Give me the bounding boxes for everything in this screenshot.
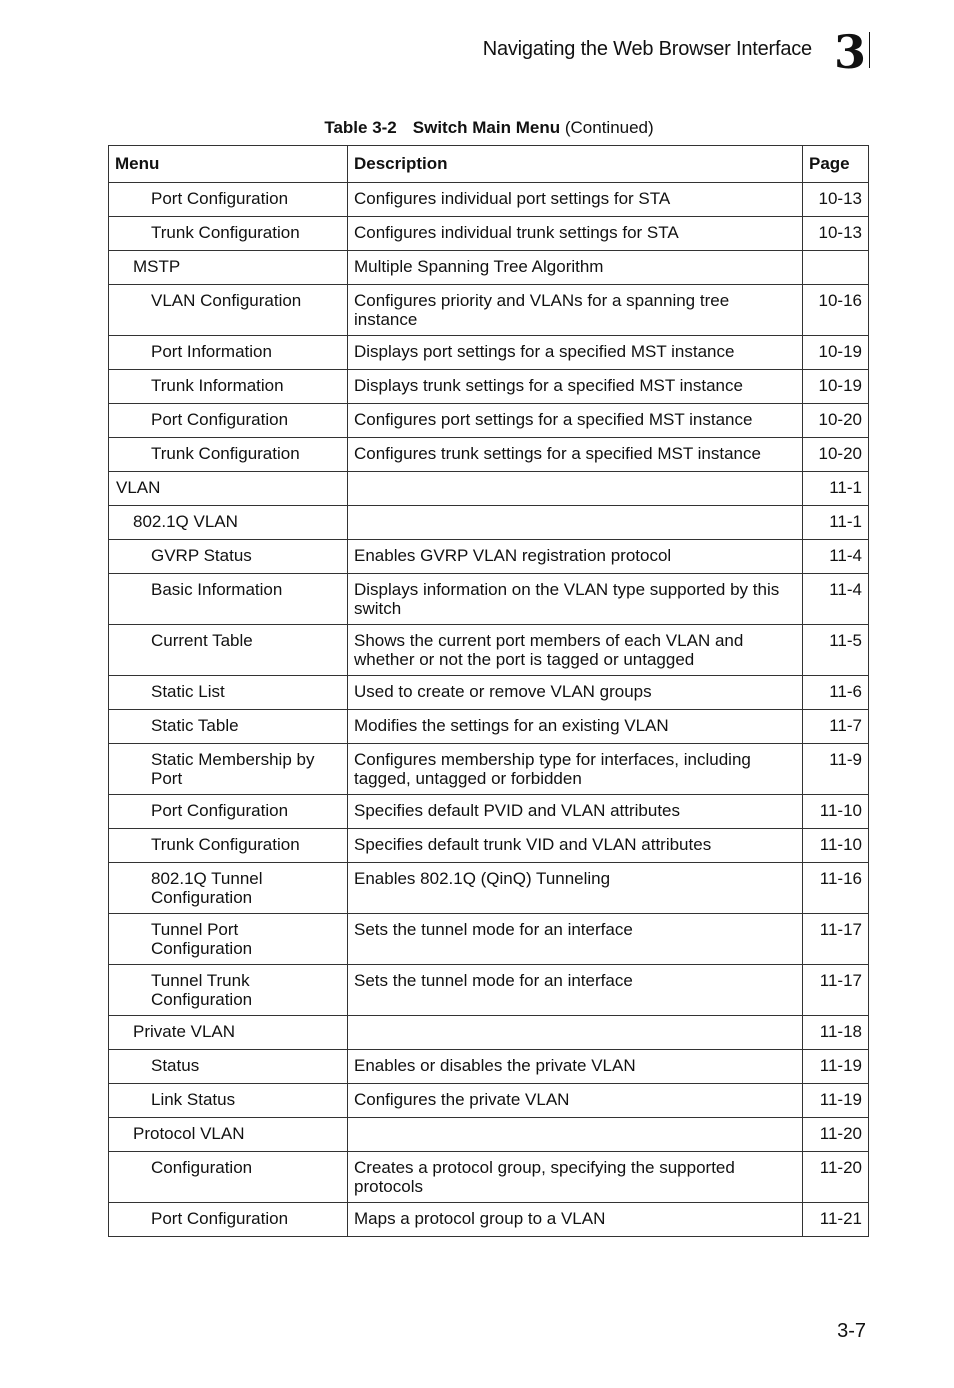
table-row [109, 710, 869, 744]
menu-cell: 802.1Q Tunnel Configuration [109, 863, 348, 914]
description-cell [348, 506, 803, 540]
table-row [109, 914, 869, 965]
page-cell: 11-1 [803, 506, 869, 540]
page-cell: 11-16 [803, 863, 869, 914]
description-cell: Specifies default PVID and VLAN attributes [348, 795, 803, 829]
table-row [109, 183, 869, 217]
menu-cell: Trunk Information [109, 370, 348, 404]
menu-cell: Tunnel Port Configuration [109, 914, 348, 965]
table-row [109, 336, 869, 370]
description-cell: Configures individual trunk settings for STA [348, 217, 803, 251]
description-cell: Used to create or remove VLAN groups [348, 676, 803, 710]
menu-cell: Basic Information [109, 574, 348, 625]
page-cell: 10-19 [803, 370, 869, 404]
table-row [109, 744, 869, 795]
menu-cell: Status [109, 1050, 348, 1084]
table-caption [0, 118, 954, 138]
table-row [109, 217, 869, 251]
column-header-menu: Menu [109, 146, 348, 183]
page-cell: 11-9 [803, 744, 869, 795]
table-row [109, 1016, 869, 1050]
description-cell: Configures the private VLAN [348, 1084, 803, 1118]
menu-cell: Trunk Configuration [109, 217, 348, 251]
description-cell: Displays trunk settings for a specified MST instance [348, 370, 803, 404]
table-header-row [109, 146, 869, 183]
page-cell: 11-21 [803, 1203, 869, 1237]
description-cell: Specifies default trunk VID and VLAN attributes [348, 829, 803, 863]
menu-cell: Static Table [109, 710, 348, 744]
description-cell: Maps a protocol group to a VLAN [348, 1203, 803, 1237]
table-row [109, 574, 869, 625]
table-row [109, 370, 869, 404]
description-cell: Displays information on the VLAN type supported by this switch [348, 574, 803, 625]
table-body [109, 183, 869, 1237]
description-cell: Creates a protocol group, specifying the supported protocols [348, 1152, 803, 1203]
description-cell: Multiple Spanning Tree Algorithm [348, 251, 803, 285]
table-caption-title: Switch Main Menu [412, 118, 561, 137]
menu-cell: Static Membership by Port [109, 744, 348, 795]
table-row [109, 1152, 869, 1203]
table-row [109, 251, 869, 285]
description-cell: Displays port settings for a specified MST instance [348, 336, 803, 370]
page-cell: 10-20 [803, 404, 869, 438]
table-row [109, 625, 869, 676]
table-caption-label: Table 3-2 [324, 118, 397, 137]
page-cell: 10-13 [803, 183, 869, 217]
table-row [109, 1084, 869, 1118]
page-cell: 11-4 [803, 574, 869, 625]
description-cell: Configures port settings for a specified MST instance [348, 404, 803, 438]
menu-cell: Trunk Configuration [109, 829, 348, 863]
description-cell: Configures priority and VLANs for a spanning tree instance [348, 285, 803, 336]
page-cell: 11-19 [803, 1050, 869, 1084]
page-cell: 11-4 [803, 540, 869, 574]
page-cell: 11-20 [803, 1152, 869, 1203]
page-cell: 11-17 [803, 914, 869, 965]
table-row [109, 506, 869, 540]
description-cell: Modifies the settings for an existing VLAN [348, 710, 803, 744]
menu-cell: Port Configuration [109, 795, 348, 829]
page-cell: 10-20 [803, 438, 869, 472]
description-cell [348, 1118, 803, 1152]
menu-cell: Port Configuration [109, 404, 348, 438]
description-cell: Enables GVRP VLAN registration protocol [348, 540, 803, 574]
menu-cell: Port Information [109, 336, 348, 370]
menu-cell: 802.1Q VLAN [109, 506, 348, 540]
column-header-description: Description [348, 146, 803, 183]
menu-cell: Link Status [109, 1084, 348, 1118]
page-cell [803, 251, 869, 285]
table-row [109, 438, 869, 472]
chapter-divider [869, 32, 870, 68]
page-cell: 11-10 [803, 795, 869, 829]
description-cell: Sets the tunnel mode for an interface [348, 914, 803, 965]
table-row [109, 404, 869, 438]
menu-cell: VLAN [109, 472, 348, 506]
menu-cell: Protocol VLAN [109, 1118, 348, 1152]
table-row [109, 1050, 869, 1084]
menu-cell: VLAN Configuration [109, 285, 348, 336]
table-row [109, 863, 869, 914]
description-cell: Configures membership type for interfaces, including tagged, untagged or forbidden [348, 744, 803, 795]
description-cell [348, 472, 803, 506]
page-cell: 11-5 [803, 625, 869, 676]
menu-cell: Private VLAN [109, 1016, 348, 1050]
running-header-title: Navigating the Web Browser Interface [482, 38, 812, 60]
table-row [109, 472, 869, 506]
page-header [482, 25, 866, 79]
page-number: 3-7 [837, 1320, 866, 1342]
menu-cell: Port Configuration [109, 1203, 348, 1237]
page-cell: 11-1 [803, 472, 869, 506]
page-cell: 11-20 [803, 1118, 869, 1152]
menu-cell: GVRP Status [109, 540, 348, 574]
table-caption-suffix: (Continued) [564, 118, 654, 137]
menu-cell: Trunk Configuration [109, 438, 348, 472]
menu-cell: Current Table [109, 625, 348, 676]
page-cell: 11-18 [803, 1016, 869, 1050]
column-header-page: Page [803, 146, 869, 183]
menu-cell: MSTP [109, 251, 348, 285]
menu-cell: Tunnel Trunk Configuration [109, 965, 348, 1016]
table-row [109, 965, 869, 1016]
description-cell: Enables 802.1Q (QinQ) Tunneling [348, 863, 803, 914]
page-cell: 11-7 [803, 710, 869, 744]
page-cell: 10-13 [803, 217, 869, 251]
description-cell: Sets the tunnel mode for an interface [348, 965, 803, 1016]
menu-cell: Port Configuration [109, 183, 348, 217]
menu-cell: Static List [109, 676, 348, 710]
page-cell: 11-17 [803, 965, 869, 1016]
description-cell: Configures trunk settings for a specified MST instance [348, 438, 803, 472]
table-row [109, 540, 869, 574]
table-row [109, 829, 869, 863]
chapter-number: 3 [833, 25, 866, 79]
description-cell [348, 1016, 803, 1050]
table-row [109, 1118, 869, 1152]
description-cell: Enables or disables the private VLAN [348, 1050, 803, 1084]
page-cell: 10-16 [803, 285, 869, 336]
page-cell: 11-19 [803, 1084, 869, 1118]
menu-cell: Configuration [109, 1152, 348, 1203]
page-cell: 11-10 [803, 829, 869, 863]
table-row [109, 676, 869, 710]
description-cell: Shows the current port members of each VLAN and whether or not the port is tagged or untagged [348, 625, 803, 676]
table-row [109, 1203, 869, 1237]
page-cell: 10-19 [803, 336, 869, 370]
page-cell: 11-6 [803, 676, 869, 710]
table-row [109, 795, 869, 829]
switch-main-menu-table [108, 145, 869, 1237]
description-cell: Configures individual port settings for STA [348, 183, 803, 217]
table-row [109, 285, 869, 336]
